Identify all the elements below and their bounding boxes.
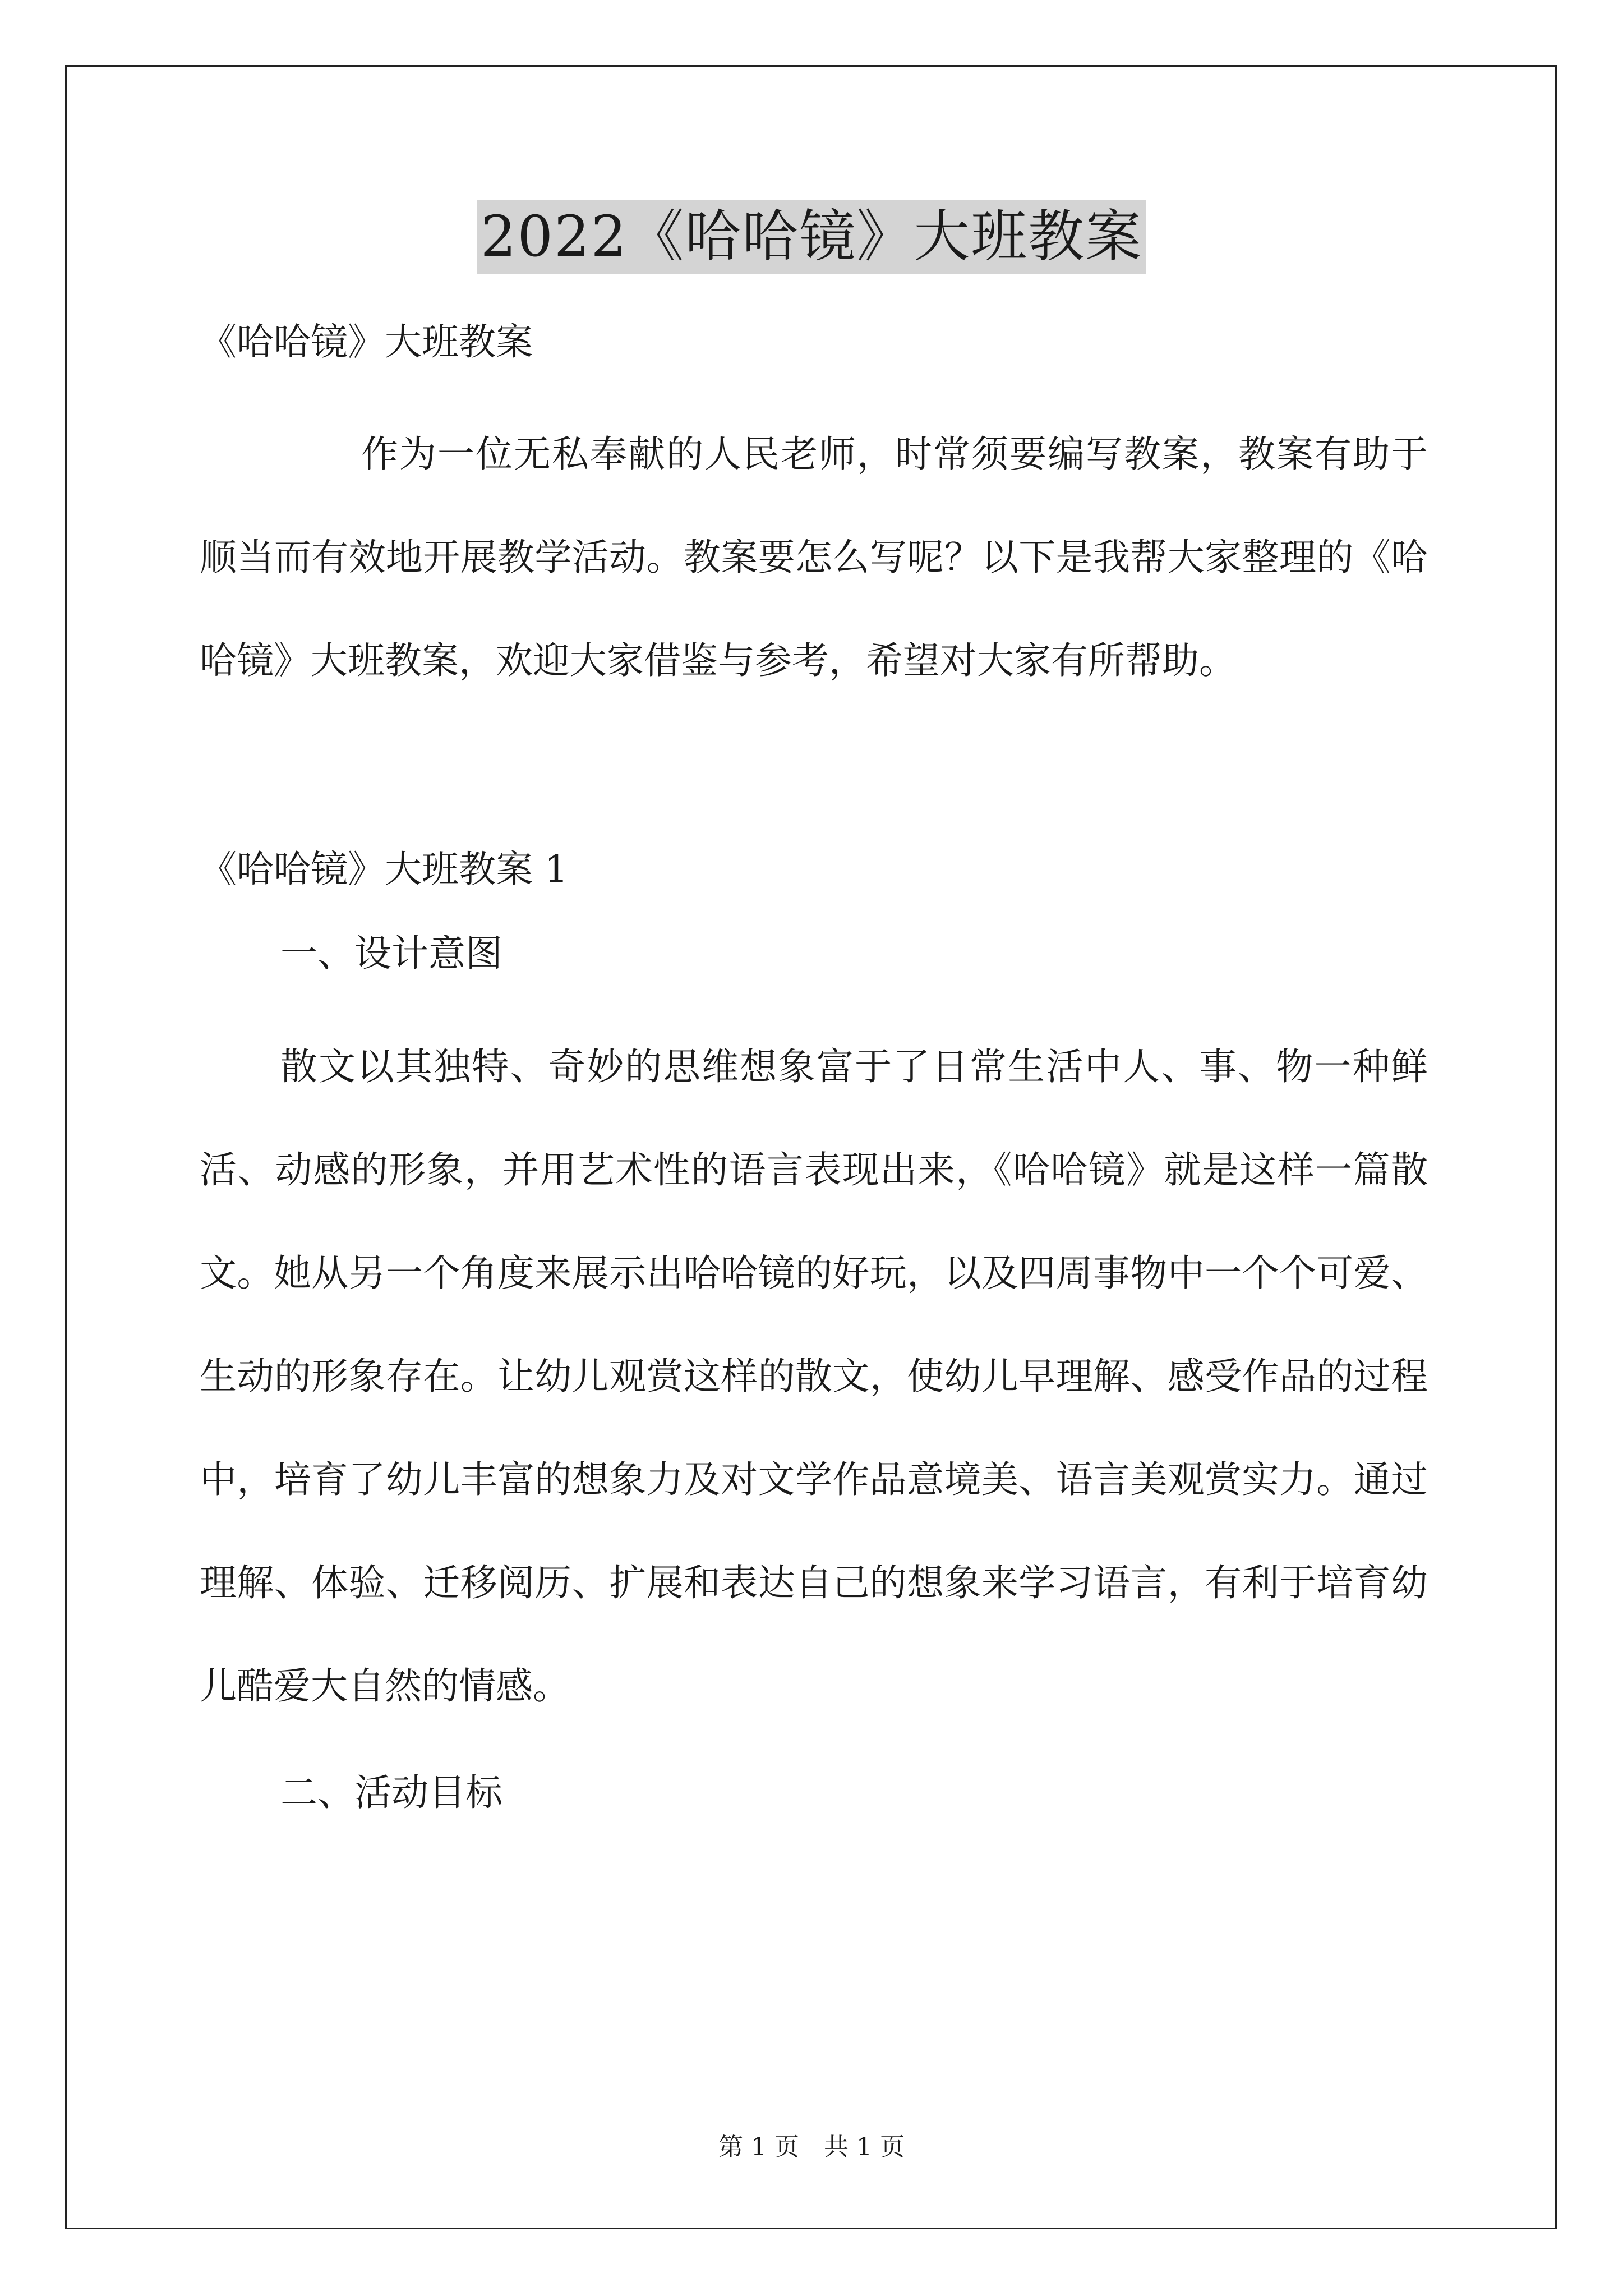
page-footer: 第 1 页 共 1 页 bbox=[718, 2133, 905, 2161]
document-body bbox=[200, 314, 1428, 1855]
paragraph-design-intent: 散文以其独特、奇妙的思维想象富于了日常生活中人、事、物一种鲜活、动感的形象，并用艺术性的语言表现出来，《哈哈镜》就是这样一篇散文。她从另一个角度来展示出哈哈镜的好玩，以及四周事物中一个个可爱、生动的形象存在。让幼儿观赏这样的散文，使幼儿早理解、感受作品的过程中，培育了幼儿丰富的想象力及对文学作品意境美、语言美观赏实力。通过理解、体验、迁移阅历、扩展和表达自己的想象来学习语言，有利于培育幼儿酷爱大自然的情感。 bbox=[200, 1045, 1428, 1708]
intro-paragraph: 作为一位无私奉献的人民老师，时常须要编写教案，教案有助于顺当而有效地开展教学活动。教案要怎么写呢？以下是我帮大家整理的《哈哈镜》大班教案，欢迎大家借鉴与参考，希望对大家有所帮助。 bbox=[200, 432, 1428, 682]
heading-design-intent: 一、设计意图 bbox=[280, 932, 502, 975]
document-subtitle: 《哈哈镜》大班教案 bbox=[200, 320, 533, 364]
document-title: 2022《哈哈镜》大班教案 bbox=[477, 200, 1146, 274]
title-container bbox=[0, 200, 1623, 274]
heading-activity-goals: 二、活动目标 bbox=[280, 1771, 502, 1814]
section-title: 《哈哈镜》大班教案 1 bbox=[200, 848, 568, 891]
